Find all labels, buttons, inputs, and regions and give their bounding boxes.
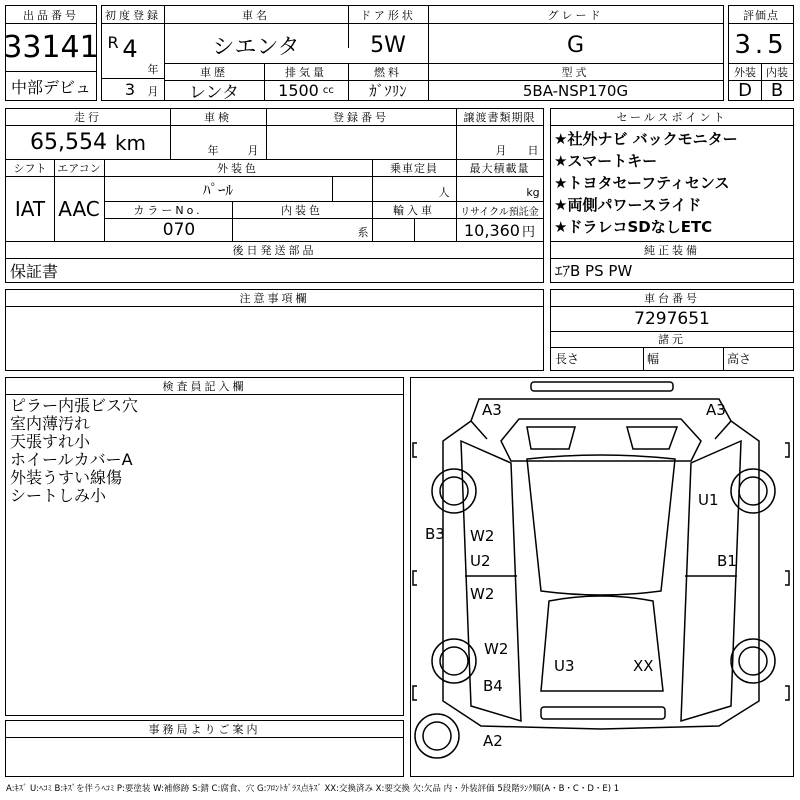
color-number: 070 (162, 220, 196, 240)
car-diagram-box (410, 377, 794, 777)
inspector-note: ホイールカバーA (10, 450, 133, 469)
air-conditioner: AAC (58, 197, 100, 221)
fuel-label: 燃料 (374, 65, 402, 79)
score-label: 評価点 (743, 8, 779, 22)
sales-point: ★スマートキー (554, 152, 658, 170)
model-label: 型式 (561, 65, 590, 79)
damage-mark: XX (633, 657, 654, 675)
reg-year: 4 (122, 35, 138, 63)
sales-points-list (554, 128, 738, 238)
inspector-note: シートしみ小 (10, 486, 107, 505)
door-type: 5W (370, 32, 406, 58)
damage-mark: B3 (425, 525, 445, 543)
displacement-unit: cc (322, 85, 334, 96)
office-box (5, 720, 404, 777)
spec-width: 幅 (647, 351, 660, 366)
chassis-box (550, 289, 794, 371)
month-unit: 月 (147, 85, 159, 98)
sales-point: ★トヨタセーフティセンス (554, 174, 730, 192)
later-parts-box (5, 241, 544, 283)
debut-label: 中部デビュ (10, 77, 91, 97)
displacement-cell (264, 81, 348, 100)
insp-year-unit: 年 (207, 144, 219, 157)
lot-box (5, 5, 97, 101)
sales-point: ★ドラレコSDなしETC (554, 218, 713, 236)
color-no-label: カラーNo. (133, 204, 203, 217)
ext-score: D (738, 80, 752, 101)
inspector-box (5, 377, 404, 716)
int-color-label: 内装色 (281, 204, 323, 217)
legend: A:ｷｽﾞ U:ﾍｺﾐ B:ｷｽﾞを伴うﾍｺﾐ P:要塗装 W:補修跡 S:錆 C:腐食、穴 G:ﾌﾛﾝﾄｶﾞﾗｽ点ｷｽﾞ XX:交換済み X:要交換 欠:欠品 内・外装評価 5段階ﾗﾝｸ順(A・B・C・D・E) 1 (6, 784, 620, 794)
rear-bumper (541, 707, 665, 719)
windscreen-right (627, 427, 677, 449)
history-label: 車歴 (200, 65, 228, 79)
spare-tire (415, 714, 459, 758)
damage-mark: W2 (484, 640, 509, 658)
equipment-label: 純正装備 (644, 244, 700, 257)
recycle-label: リサイクル預託金 (460, 206, 539, 218)
later-parts-label: 後日発送部品 (232, 244, 317, 257)
mileage-label: 走行 (74, 111, 102, 124)
damage-mark: W2 (470, 527, 495, 545)
inspector-note: 天張すれ小 (10, 432, 91, 451)
chassis-number: 7297651 (634, 309, 710, 329)
inspector-note: 外装うすい線傷 (10, 468, 123, 487)
exterior-color: ﾊﾟｰﾙ (202, 180, 233, 199)
later-parts: 保証書 (10, 261, 59, 281)
windscreen (527, 427, 575, 449)
reg-no-label: 登録番号 (333, 111, 389, 124)
car-diagram (411, 378, 793, 776)
damage-mark: B1 (717, 552, 737, 570)
equipment: ｴｱB PS PW (555, 261, 633, 280)
notes-label: 注意事項欄 (239, 292, 310, 305)
first-reg-label: 初度登録 (105, 8, 161, 22)
damage-mark: B4 (483, 677, 503, 695)
ac-label: エアコン (57, 162, 101, 175)
int-score: B (770, 80, 784, 101)
inspector-notes (10, 397, 138, 505)
sales-point: ★社外ナビ バックモニター (554, 130, 738, 148)
spec-length: 長さ (555, 351, 580, 366)
spec-height: 高さ (727, 351, 752, 366)
year-unit: 年 (147, 63, 159, 76)
sales-points-box (550, 108, 794, 242)
car-info-box (101, 5, 724, 101)
wheel-rr (731, 639, 775, 683)
transfer-month-unit: 月 (495, 144, 507, 157)
damage-mark: A3 (706, 401, 726, 419)
displacement: 1500 (278, 81, 319, 100)
recycle-cell (456, 219, 543, 241)
color-label: 外装色 (217, 162, 259, 175)
score: 3.5 (734, 30, 788, 60)
damage-mark: U3 (554, 657, 575, 675)
era: R (107, 32, 119, 52)
inspector-label: 検査員記入欄 (162, 380, 247, 393)
capacity-unit: 人 (438, 186, 450, 199)
displacement-label: 排気量 (285, 65, 327, 79)
transfer-label: 譲渡書類期限 (463, 111, 536, 124)
wheel-fr (731, 469, 775, 513)
history: レンタ (189, 83, 239, 103)
capacity-label: 乗車定員 (390, 162, 438, 175)
damage-mark: A2 (483, 732, 503, 750)
grade: G (566, 32, 585, 58)
transfer-day-unit: 日 (527, 144, 539, 157)
damage-mark: A3 (482, 401, 502, 419)
lot-label: 出品番号 (23, 8, 79, 22)
recycle-fee: 10,360 (464, 220, 520, 240)
model-code: 5BA-NSP170G (522, 81, 629, 100)
sales-point: ★両側パワースライド (554, 196, 702, 214)
specs-label: 諸元 (658, 333, 686, 346)
damage-mark: U1 (698, 491, 719, 509)
insp-month-unit: 月 (247, 144, 259, 157)
rear-window (541, 596, 663, 691)
grade-label: グレード (547, 8, 604, 22)
wheel-fl (432, 469, 476, 513)
reg-month: 3 (124, 79, 136, 99)
inspection-label: 車検 (204, 111, 232, 124)
inspector-note: 室内薄汚れ (10, 414, 91, 433)
mid-box (5, 108, 544, 242)
import-label: 輸入車 (393, 204, 435, 217)
ext-label: 外装 (734, 65, 756, 79)
score-box (728, 5, 794, 101)
recycle-unit: 円 (521, 224, 535, 240)
int-label: 内装 (766, 65, 788, 79)
damage-mark: U2 (470, 552, 491, 570)
inspector-note: ピラー内張ビス穴 (10, 396, 139, 415)
damage-mark: W2 (470, 585, 495, 603)
chassis-label: 車台番号 (644, 292, 700, 305)
door-label: ドア形状 (360, 8, 416, 22)
shift-label: シフト (13, 162, 47, 175)
fuel: ｶﾞｿﾘﾝ (369, 82, 407, 100)
sales-points-label: セールスポイント (616, 111, 728, 124)
office-label: 事務局よりご案内 (148, 723, 261, 736)
notes-box (5, 289, 544, 371)
shift: IAT (14, 197, 46, 221)
mileage-cell (6, 126, 170, 159)
car-name: シエンタ (212, 34, 300, 60)
mileage: 65,554 (29, 130, 107, 155)
roof (527, 455, 675, 595)
mileage-unit: km (114, 130, 147, 155)
lot-number: 33141 (3, 29, 99, 65)
int-color-unit: 系 (357, 226, 369, 239)
equipment-box (550, 241, 794, 283)
load-unit: kg (526, 185, 540, 199)
car-name-label: 車名 (242, 8, 270, 22)
load-label: 最大積載量 (469, 162, 530, 175)
front-bumper (531, 382, 673, 391)
